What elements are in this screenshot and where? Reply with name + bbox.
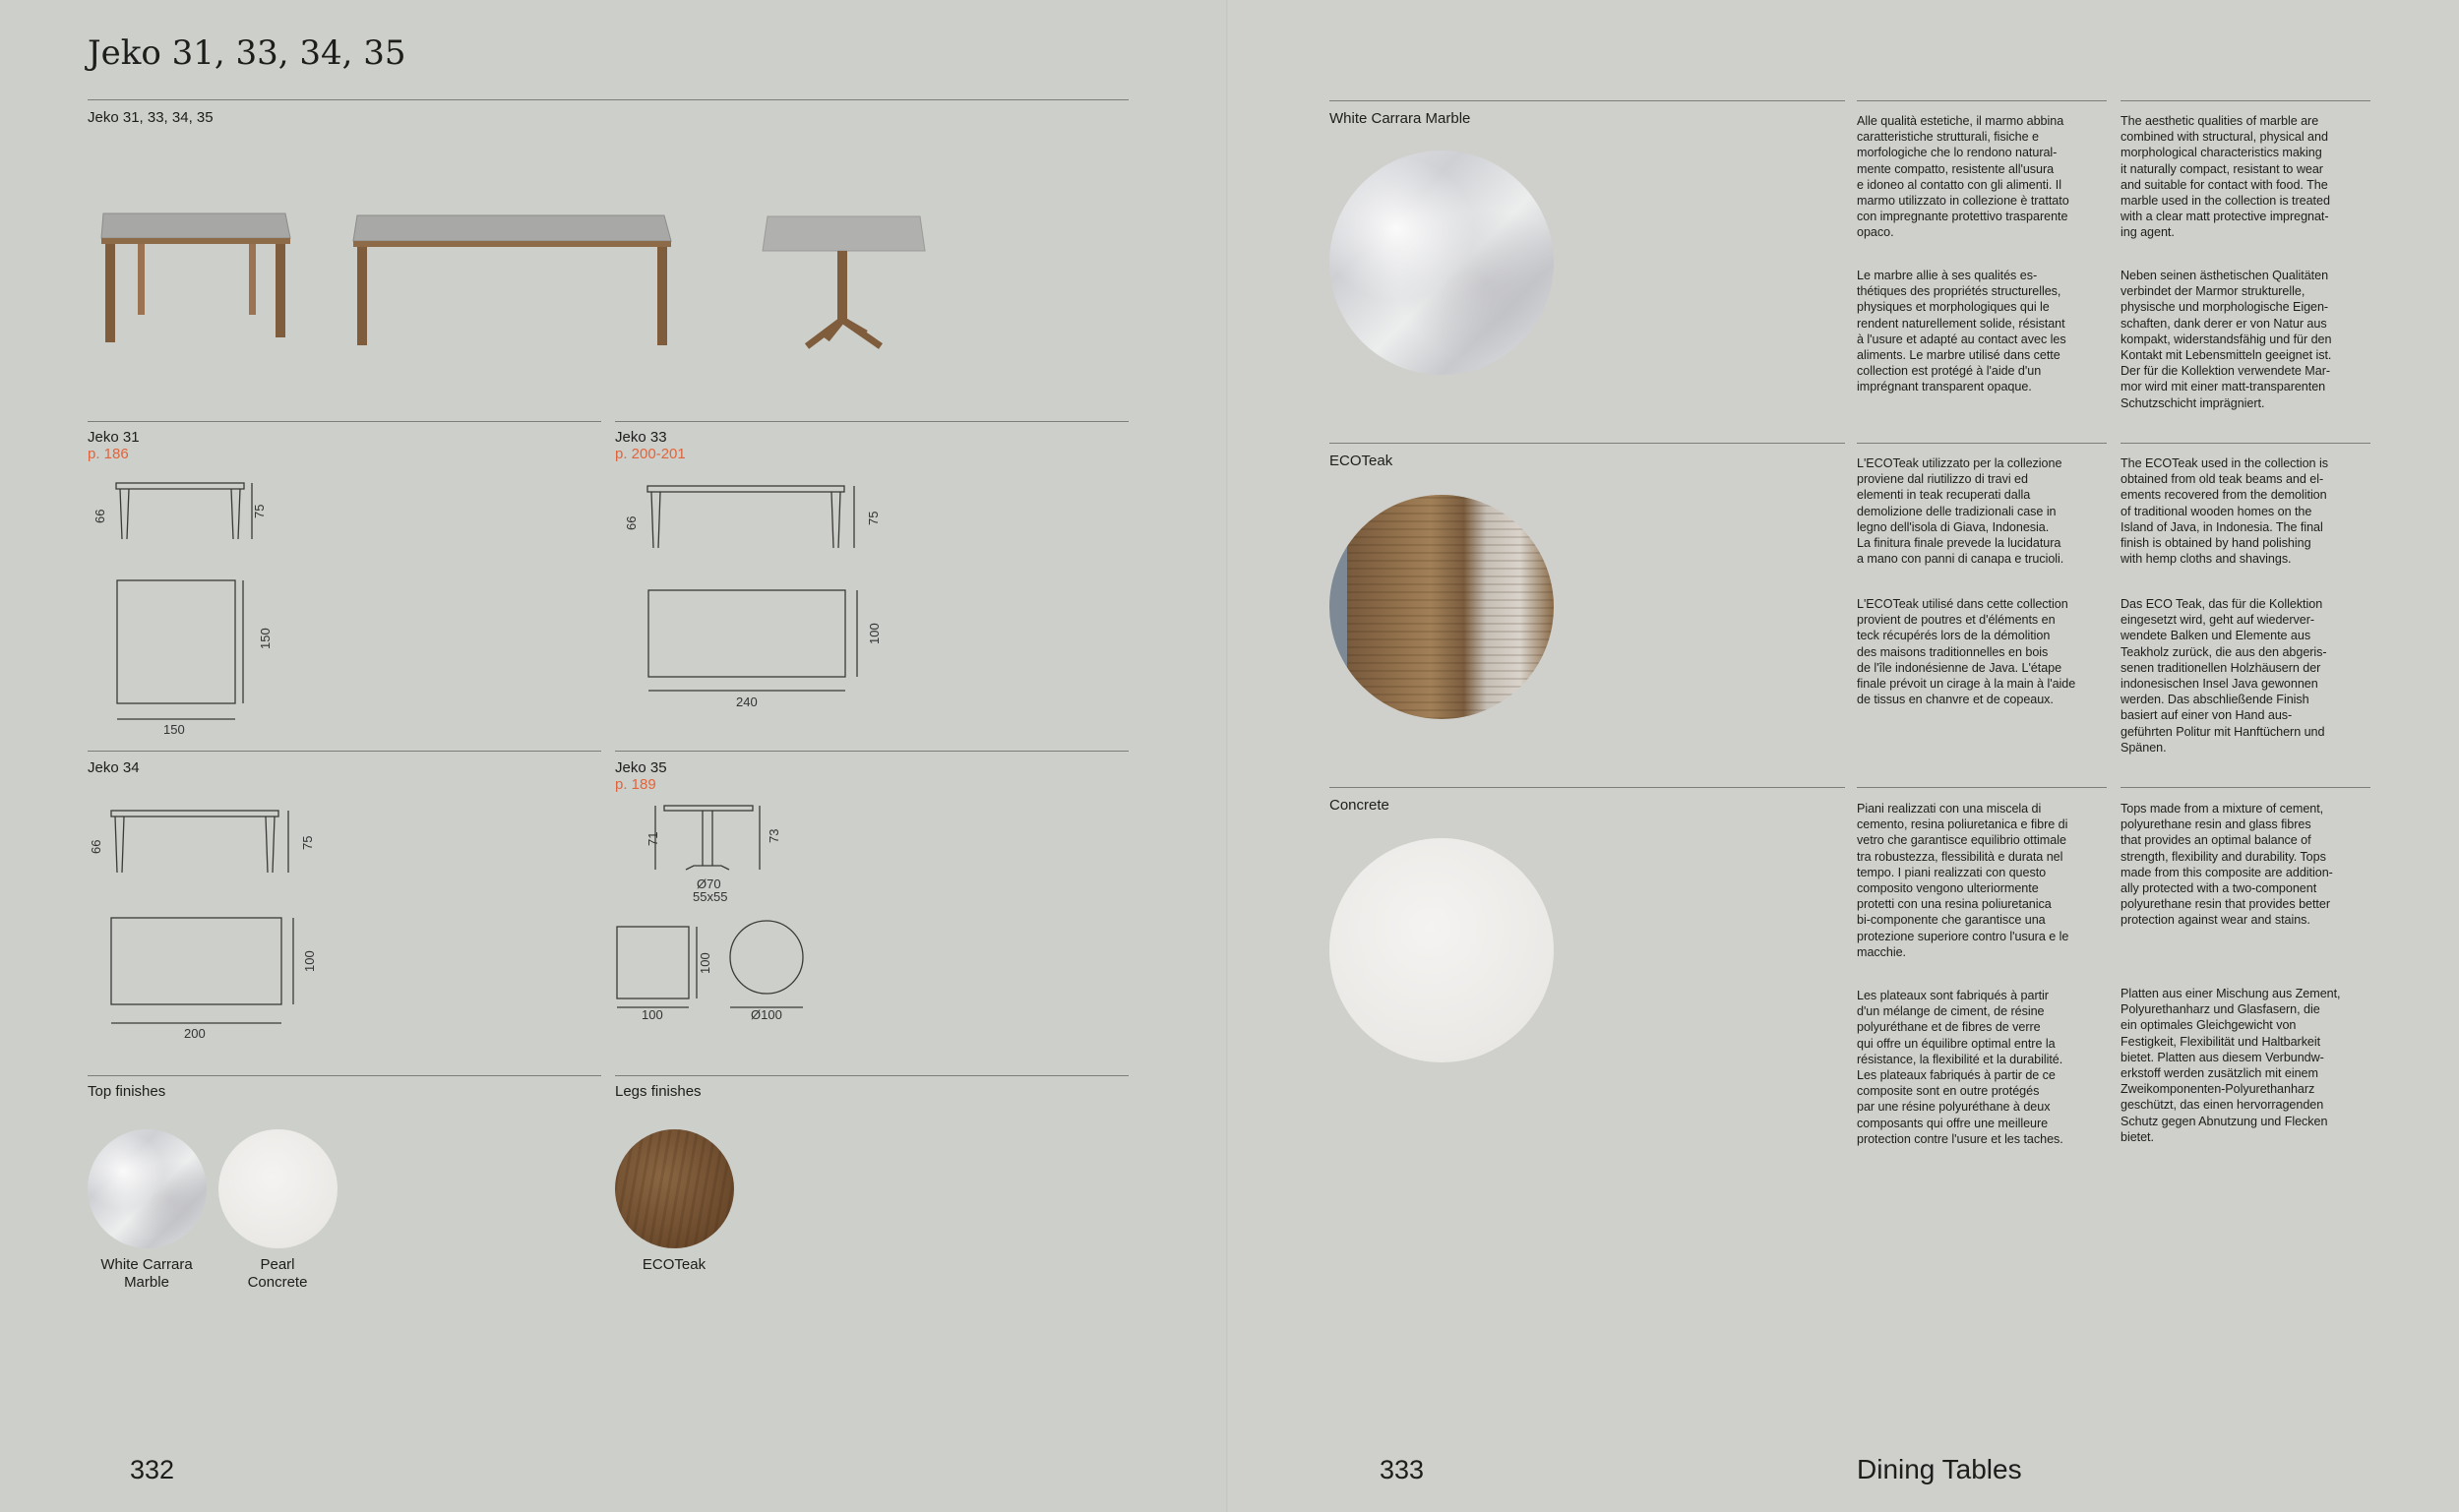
text-italian: Alle qualità estetiche, il marmo abbina caratteristiche strutturali, fisiche e morfologiche che lo rendono natural- mente compatto, resistente all'usura e idoneo al contatto con gli alimenti. Il marmo utilizzato in collezione è trattato con impregnante protettivo trasparente opaco. (1857, 114, 2069, 240)
page-reference-link[interactable]: p. 189 (615, 776, 656, 793)
finish-label: White Carrara Marble (100, 1256, 193, 1291)
divider (88, 751, 601, 752)
divider (615, 751, 1129, 752)
model-name: Jeko 34 (88, 759, 140, 776)
divider (615, 1075, 1129, 1076)
jeko35-side-drawing (649, 797, 768, 876)
jeko35-photo (763, 216, 925, 346)
concrete-swatch[interactable] (218, 1129, 338, 1248)
right-page (1229, 0, 2459, 1512)
collection-subtitle: Jeko 31, 33, 34, 35 (88, 109, 214, 126)
jeko34-top-drawing (106, 913, 313, 1026)
divider (88, 421, 601, 422)
finish-label: Pearl Concrete (247, 1256, 308, 1291)
text-german: Platten aus einer Mischung aus Zement, Polyurethanharz und Glasfasern, die ein optimales Gleichgewicht von Festigkeit, Flexibilität und Haltbarkeit bietet. Platten aus diesem Verbundw- erkstoff werden zusätzlich mit einem Zweikomponenten-Polyurethanharz geschützt, das einen hervorragenden Schutz gegen Abnutzung und Flecken bietet. (2121, 987, 2341, 1144)
material-name: White Carrara Marble (1329, 110, 1471, 127)
divider (615, 421, 1129, 422)
concrete-sample (1329, 838, 1554, 1062)
page-reference-link[interactable]: p. 186 (88, 446, 129, 462)
section-title: Dining Tables (1857, 1454, 2022, 1484)
height-dim: 75 (252, 504, 267, 518)
marble-sample (1329, 151, 1554, 375)
legs-finishes-heading: Legs finishes (615, 1083, 702, 1100)
height-dim: 75 (866, 511, 881, 525)
text-italian: Piani realizzati con una miscela di cemento, resina poliuretanica e fibre di vetro che garantisce equilibrio ottimale tra robustezza, flessibilità e durata nel tempo. I piani realizzati con questo composito vengono ulteriormente protetti con una resina poliuretanica bi-componente che garantisce una protezione superiore contro l'usura e le macchie. (1857, 802, 2069, 959)
page-number: 332 (130, 1455, 175, 1484)
page-title: Jeko 31, 33, 34, 35 (88, 33, 406, 73)
text-french: Le marbre allie à ses qualités es- thétiques des propriétés structurelles, physiques et morphologiques qui le rendent naturellement solide, résistant à l'usure et adapté au contact avec les aliments. Le marbre utilisé dans cette collection est protégé à l'aide d'un imprégnant transparent opaque. (1857, 269, 2066, 394)
product-photos (93, 202, 1009, 369)
jeko31-photo (101, 213, 290, 342)
page-reference-link[interactable]: p. 200-201 (615, 446, 686, 462)
text-italian: L'ECOTeak utilizzato per la collezione proviene dal riutilizzo di travi ed elementi in teak recuperati dalla demolizione delle tradizionali case in legno dell'isola di Giava, Indonesia. La finitura finale prevede la lucidatura a mano con panni di canapa e trucioli. (1857, 456, 2064, 567)
jeko31-side-drawing (108, 477, 266, 546)
marble-swatch[interactable] (88, 1129, 207, 1248)
material-name: ECOTeak (1329, 453, 1393, 469)
jeko33-side-drawing (640, 479, 866, 548)
model-name: Jeko 35 (615, 759, 667, 776)
depth-dim: 100 (867, 623, 882, 644)
width-dim: 240 (736, 695, 758, 709)
height-dim: 71 (645, 831, 660, 846)
divider (2121, 100, 2370, 101)
text-english: The aesthetic qualities of marble are combined with structural, physical and morphological characteristics making it naturally compact, resistant to wear and suitable for contact with food. The marble used in the collection is treated with a clear matt protective impregnat- ing agent. (2121, 114, 2330, 240)
text-french: L'ECOTeak utilisé dans cette collection provient de poutres et d'éléments en teck récupérés lors de la démolition des maisons traditionnelles en bois de l'île indonésienne de Java. L'étape finale prévoit un cirage à la main à l'aide de tissus en chanvre et de copeaux. (1857, 597, 2076, 707)
jeko31-top-drawing (110, 575, 248, 723)
depth-dim: 100 (698, 952, 712, 974)
material-name: Concrete (1329, 797, 1389, 814)
divider (1329, 100, 1845, 101)
teak-swatch[interactable] (615, 1129, 734, 1248)
divider (2121, 443, 2370, 444)
divider (88, 99, 1129, 100)
left-page (0, 0, 1227, 1512)
depth-dim: 150 (258, 628, 273, 649)
base-dim: 55x55 (693, 889, 728, 904)
height-dim: 66 (89, 839, 103, 854)
text-german: Neben seinen ästhetischen Qualitäten verbindet der Marmor strukturelle, physische und morphologische Eigen- schaften, dank derer er von Natur aus kompakt, widerstandsfähig und für den Kontakt mit Lebensmitteln geeignet ist. Der für die Kollektion verwendete Mar- mor wird mit einer matt-transparenten Schutzschicht imprägniert. (2121, 269, 2332, 410)
text-french: Les plateaux sont fabriqués à partir d'un mélange de ciment, de résine polyuréthane et de fibres de verre qui offre un équilibre optimal entre la résistance, la flexibilité et la durabilité. Les plateaux fabriqués à partir de ce composite sont en outre protégés par une résine polyuréthane à deux composants qui offre une meilleure protection contre l'usure et les taches. (1857, 989, 2063, 1146)
height-dim: 66 (92, 509, 107, 523)
text-english: The ECOTeak used in the collection is obtained from old teak beams and el- ements recovered from the demolition of traditional wooden homes on the Island of Java, in Indonesia. The final finish is obtained by hand polishing with hemp cloths and shavings. (2121, 456, 2328, 567)
diameter-dim: Ø100 (751, 1007, 782, 1022)
divider (88, 1075, 601, 1076)
text-german: Das ECO Teak, das für die Kollektion eingesetzt wird, geht auf wiederver- wendete Balken und Elemente aus Teakholz zurück, die aus den abgeris- senen traditionellen Holzhäusern der indonesischen Insel Java gewonnen werden. Das abschließende Finish basiert auf einer von Hand aus- geführten Politur mit Hanftüchern und Spänen. (2121, 597, 2327, 755)
text-english: Tops made from a mixture of cement, polyurethane resin and glass fibres that provides an optimal balance of strength, flexibility and durability. Tops made from this composite are addition- ally protected with a two-component polyurethane resin that provides better protection against wear and stains. (2121, 802, 2333, 928)
width-dim: 200 (184, 1026, 206, 1041)
divider (1857, 443, 2107, 444)
jeko35-top-drawings (614, 920, 811, 1008)
divider (1329, 787, 1845, 788)
jeko34-side-drawing (103, 804, 300, 877)
width-dim: 150 (163, 722, 185, 737)
height-dim: 75 (300, 835, 315, 850)
top-finishes-heading: Top finishes (88, 1083, 166, 1100)
divider (1329, 443, 1845, 444)
jeko33-photo (353, 215, 671, 345)
divider (1857, 787, 2107, 788)
ecoteak-sample (1329, 495, 1554, 719)
base-dim: Ø70 (697, 877, 721, 891)
finish-label: ECOTeak (642, 1256, 707, 1273)
model-name: Jeko 31 (88, 429, 140, 446)
height-dim: 73 (767, 828, 781, 843)
model-name: Jeko 33 (615, 429, 667, 446)
width-dim: 100 (642, 1007, 663, 1022)
page-number: 333 (1380, 1455, 1425, 1484)
divider (1857, 100, 2107, 101)
height-dim: 66 (624, 515, 639, 530)
depth-dim: 100 (302, 950, 317, 972)
divider (2121, 787, 2370, 788)
jeko33-top-drawing (645, 585, 871, 698)
